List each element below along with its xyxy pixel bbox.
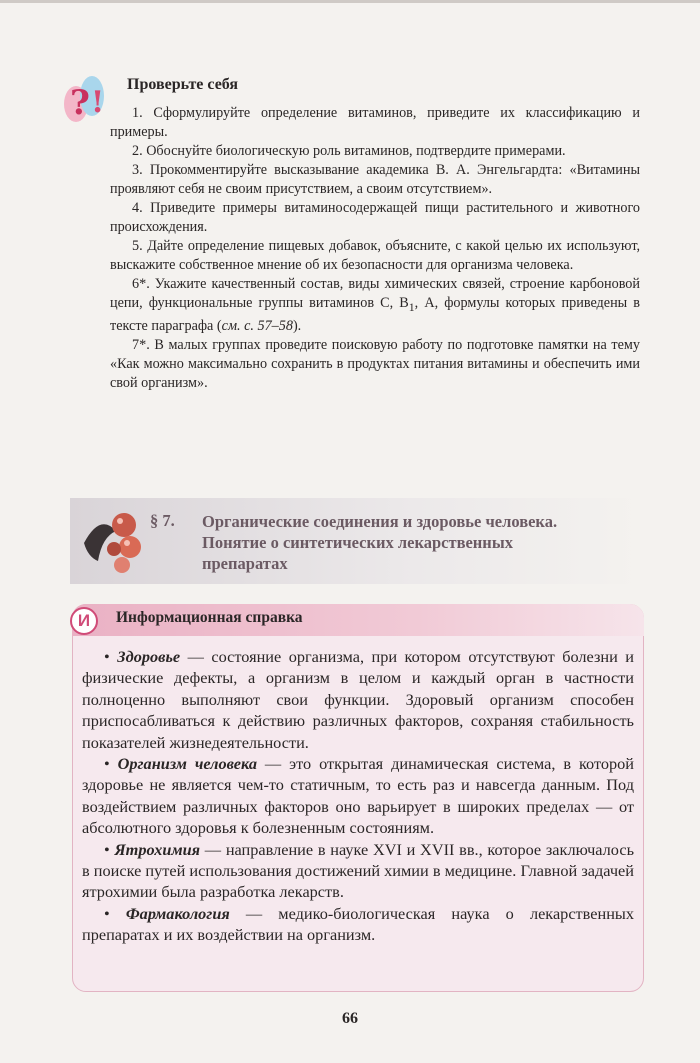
definition-text: — направление в науке XVI и XVII вв., которое заключалось в поиске путей использования достижений химии в медицине. Главной задачей ятрохимии была разработка лекарств. (82, 839, 634, 902)
question-item: 2. Обоснуйте биологическую роль витаминов, подтвердите примерами. (132, 143, 566, 159)
svg-text:?: ? (70, 83, 90, 123)
definition-item (82, 646, 634, 753)
question-list (110, 104, 640, 393)
definition-term: Организм человека (117, 754, 257, 774)
definitions-list (82, 646, 634, 946)
info-badge-icon: И (70, 607, 98, 635)
bullet: • (104, 754, 110, 774)
definition-term: Здоровье (117, 647, 181, 666)
bullet: • (104, 839, 110, 859)
question-item (110, 275, 640, 336)
section-number: § 7. (150, 511, 175, 530)
definition-item (82, 753, 634, 839)
definition-term: Ятрохимия (114, 839, 201, 859)
definition-item (82, 903, 634, 946)
question-exclamation-icon (62, 70, 110, 126)
question-item: 7*. В малых группах проведите поисковую работу по подготовке памятки на тему «Как можно максимально сохранить в продуктах питания витамины и обеспечить ими свой организм». (110, 336, 640, 391)
check-yourself-title: Проверьте себя (127, 76, 239, 93)
question-text: ). (292, 317, 302, 334)
page-reference: см. с. 57–58 (221, 317, 293, 334)
molecule-icon (80, 503, 152, 581)
svg-text:!: ! (91, 85, 105, 120)
definition-term: Фармакология (125, 903, 230, 923)
question-text: 6*. Укажите качественный состав, виды химических связей, строение карбоновой цепи, функциональные группы витаминов С, B (110, 276, 640, 311)
bullet: • (104, 647, 110, 666)
definition-item (82, 839, 634, 903)
subscript: 1 (408, 299, 415, 314)
question-item: 5. Дайте определение пищевых добавок, объясните, с какой целью их используют, выскажите собственное мнение об их безопасности для организма человека. (110, 238, 640, 273)
definition-text: — это открытая динамическая система, в которой здоровье не является чем-то статичным, то есть раз и навсегда данным. Под воздействием различных факторов оно варьирует в широких пределах — от абсолютного здоровья к болезненным состояниям. (82, 754, 635, 838)
question-item: 1. Сформулируйте определение витаминов, приведите их классификацию и примеры. (110, 105, 640, 140)
section-title: Органические соединения и здоровье человека. Понятие о синтетических лекарственных препаратах (202, 512, 558, 573)
page-top-rule (0, 0, 700, 3)
page-number: 66 (342, 1010, 358, 1027)
definition-text: — состояние организма, при котором отсутствуют болезни и физические дефекты, а организм в целом и каждый орган в частности полноценно выполняют свои функции. Здоровый организм способен приспосабливаться к действию различных факторов, сохраняя стабильность показателей жизнедеятельности. (82, 647, 634, 752)
definition-text: — медико-биологическая наука о лекарственных препаратах и их воздействии на организм. (82, 903, 634, 945)
info-box-title: Информационная справка (116, 609, 303, 626)
question-text: , А, формулы которых приведены в тексте параграфа ( (110, 295, 640, 334)
question-item: 3. Прокомментируйте высказывание академика В. А. Энгельгардта: «Витамины проявляют себя не своим присутствием, а своим отсутствием». (110, 162, 640, 197)
bullet: • (104, 903, 110, 923)
question-item: 4. Приведите примеры витаминосодержащей пищи растительного и животного происхождения. (110, 200, 640, 235)
